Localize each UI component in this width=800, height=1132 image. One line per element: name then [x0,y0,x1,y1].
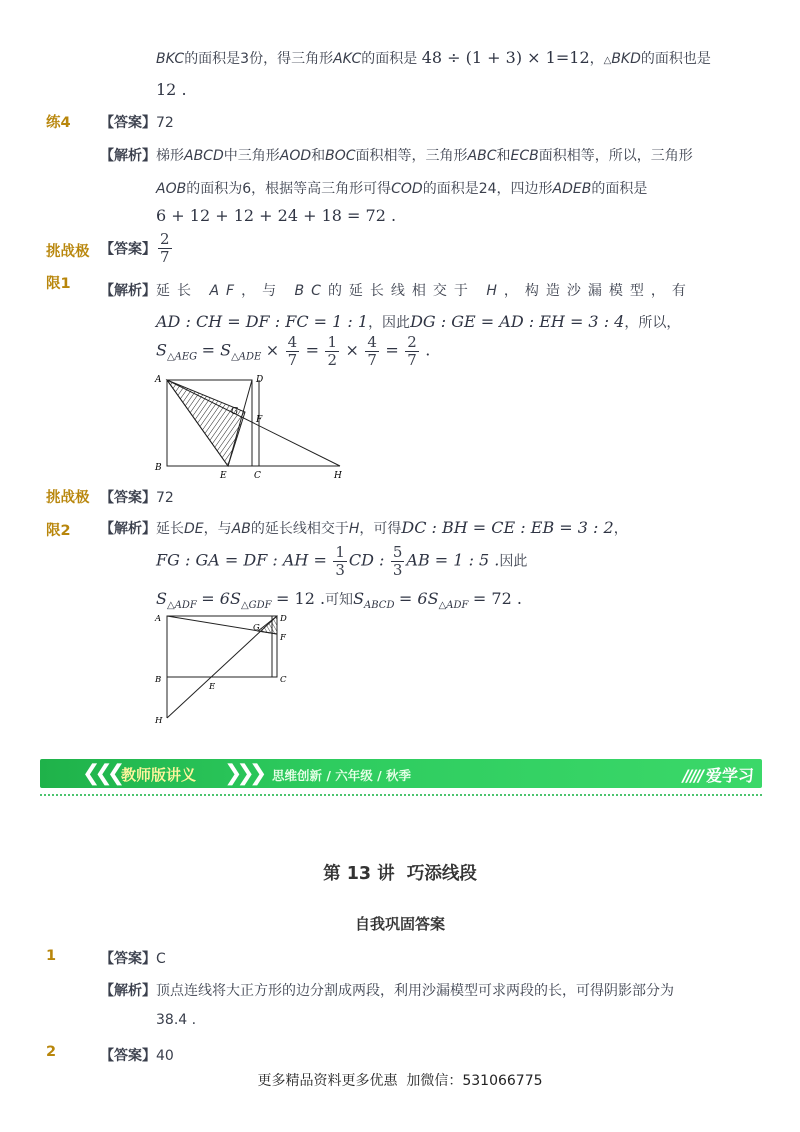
label-E: E [220,471,227,481]
banner-divider [40,794,762,796]
label-G: G [231,407,239,417]
math: DG : GE = AD : EH = 3 : 4 [410,312,625,331]
denominator: 7 [367,351,377,369]
line-AH [167,380,340,466]
text: 和 [496,148,511,164]
answer-tag: 【答案】 [100,241,156,258]
text-AKC: AKC [333,51,362,67]
math: = 72 . [472,589,522,608]
prev-solution-line2: 12 . [156,80,187,99]
answer-value: C [156,951,166,967]
label-C: C [254,471,261,481]
math: = S [201,340,232,360]
math: CD : [348,550,385,570]
text: 延长 [156,521,184,537]
fraction [365,334,379,369]
prev-solution-line1 [156,48,711,68]
math: = [385,340,399,360]
chevrons-right-icon: ❯❯❯ [224,761,262,786]
math: DC : BH = CE : EB = 3 : 2 [401,518,614,537]
numerator: 2 [407,333,417,351]
math: = 12 . [276,589,326,608]
text: 延长 [156,283,198,299]
text: BC [294,283,328,299]
fraction [325,334,339,369]
text: H [348,521,360,537]
answer-row [100,1045,174,1065]
text: ECB [510,148,539,164]
text: 的延长线相交于 [327,283,475,299]
denominator: 7 [160,248,170,266]
analysis-line1 [100,280,693,300]
text-BKD: BKD [611,51,641,67]
chevrons-left-icon: ❮❮❮ [82,761,120,786]
analysis-line1 [100,518,628,538]
analysis-tag: 【解析】 [100,521,156,537]
answer-value: 40 [156,1048,174,1064]
label-F: F [256,415,263,425]
label-D: D [256,375,264,385]
text: 梯形 [156,148,184,164]
label-E: E [209,682,216,692]
problem-number: 练4 [46,115,71,131]
chapter-banner [40,759,762,788]
label-H: H [334,471,342,481]
math: S [353,589,365,608]
text: ，与 [203,521,232,537]
analysis-line2: 38.4 . [156,1012,197,1028]
numerator: 1 [327,333,338,351]
answer-tag: 【答案】 [100,951,156,967]
text: 和 [311,148,326,164]
answer-tag: 【答案】 [100,490,156,506]
text: ，所以， [624,315,681,331]
question-number: 2 [46,1044,57,1060]
text: 的面积是 [361,51,418,67]
analysis-line2 [156,178,647,198]
footer-contact: 更多精品资料更多优惠 加微信：531066775 [257,1073,543,1089]
brand-logo [683,763,754,786]
problem-label: 限2 [46,523,71,539]
label-B: B [155,675,162,685]
answer-fraction [158,231,172,266]
numerator: 1 [335,543,345,561]
numerator: 2 [160,230,170,248]
text: ABCD [184,148,224,164]
denominator: 3 [335,561,345,579]
numerator: 5 [392,543,403,561]
analysis-line2 [156,544,527,579]
math: S [156,589,167,608]
label-C: C [280,675,287,685]
text: BOC [325,148,356,164]
answer-value: 72 [156,490,174,506]
fraction [391,544,405,579]
text: ，构造沙漏模型，有 [503,283,693,299]
label-D: D [280,614,287,624]
answer-row [100,231,174,266]
denominator: 7 [287,351,298,369]
text: ，可得 [359,521,402,537]
fraction [286,334,300,369]
math: × [265,340,280,360]
text: ABC [467,148,497,164]
geometry-figure-2 [150,610,310,725]
math: AB = 1 : 5 . [406,550,500,570]
math: AD : CH = DF : FC = 1 : 1 [156,312,369,331]
math: = 6S [201,589,241,608]
numerator: 4 [287,333,298,351]
answer-row [100,112,174,132]
problem-label: 限1 [46,276,71,292]
analysis-line3 [156,589,522,611]
analysis-line1 [100,145,693,165]
answer-tag: 【答案】 [100,1048,156,1064]
answer-tag: 【答案】 [100,115,156,131]
analysis-line3 [156,334,430,369]
section-title: 自我巩固答案 [354,915,445,933]
text: ， [589,51,604,67]
triangle-symbol: △ [603,55,612,66]
text: AOD [279,148,312,164]
text: 的面积是3份，得三角形 [184,51,334,67]
text: ，与 [241,283,284,299]
analysis-tag: 【解析】 [100,148,156,164]
text: 的延长线相交于 [250,521,349,537]
math-sub: △ADF [438,599,469,611]
text-BKC: BKC [156,51,185,67]
analysis-line1 [100,980,674,1000]
math: × [345,340,359,360]
text: 的面积也是 [640,51,711,67]
math: . [425,340,431,360]
label-H: H [155,716,163,725]
shaded-triangle [258,616,277,634]
brand-mark-icon: ///// [682,766,702,785]
text: COD [391,181,423,197]
analysis-tag: 【解析】 [100,283,156,299]
text: DE [184,521,204,537]
math: = [305,340,320,360]
denominator: 7 [407,351,417,369]
math: FG : GA = DF : AH = [156,550,327,570]
analysis-line3: 6 + 12 + 12 + 24 + 18 = 72 . [156,206,397,225]
geometry-figure-1 [150,372,350,484]
answer-row [100,948,166,968]
text: 的面积为6，根据等高三角形可得 [186,181,392,197]
answer-value: 72 [156,115,174,131]
banner-title: 教师版讲义 [121,766,197,784]
math-sub: ABCD [364,599,395,611]
text: 因此 [499,553,528,570]
math: = 6S [398,589,439,608]
text: 的面积是 [591,181,648,197]
text: ADEB [552,181,592,197]
answer-row [100,487,174,507]
analysis-line2 [156,312,680,332]
brand-name: 爱学习 [705,766,754,785]
math-sub: △ADF [166,599,197,611]
text: ，因此 [368,315,411,331]
text: 的面积是24，四边形 [422,181,553,197]
label-A: A [155,375,162,385]
banner-subtitle: 思维创新 / 六年级 / 秋季 [272,768,412,783]
math-sub: △ADE [231,351,262,363]
denominator: 2 [327,351,338,369]
math-sub: △AEG [166,351,198,363]
math-expression: 48 ÷ (1 + 3) × 1=12 [421,48,590,67]
shaded-triangle [167,380,245,466]
math-sub: △GDF [240,599,272,611]
text: 面积相等，所以，三角形 [538,148,693,164]
label-G: G [253,623,260,633]
fraction [405,334,419,369]
text: H [486,283,504,299]
text: AOB [156,181,187,197]
numerator: 4 [367,333,377,351]
fraction [333,544,347,579]
problem-label: 挑战极 [46,490,90,506]
text: AF [209,283,242,299]
text: 面积相等，三角形 [355,148,468,164]
lecture-title: 第 13 讲 巧添线段 [323,864,477,884]
label-A: A [155,614,162,624]
text: ， [613,521,628,537]
analysis-tag: 【解析】 [100,983,156,999]
text: 顶点连线将大正方形的边分割成两段，利用沙漏模型可求两段的长，可得阴影部分为 [156,983,674,999]
math: S [156,340,167,360]
question-number: 1 [46,948,57,964]
label-B: B [155,463,162,473]
text: AB [231,521,251,537]
text: 中三角形 [223,148,280,164]
problem-label: 挑战极 [46,244,90,260]
label-F: F [280,633,286,643]
denominator: 3 [392,561,403,579]
text: 可知 [325,592,354,608]
